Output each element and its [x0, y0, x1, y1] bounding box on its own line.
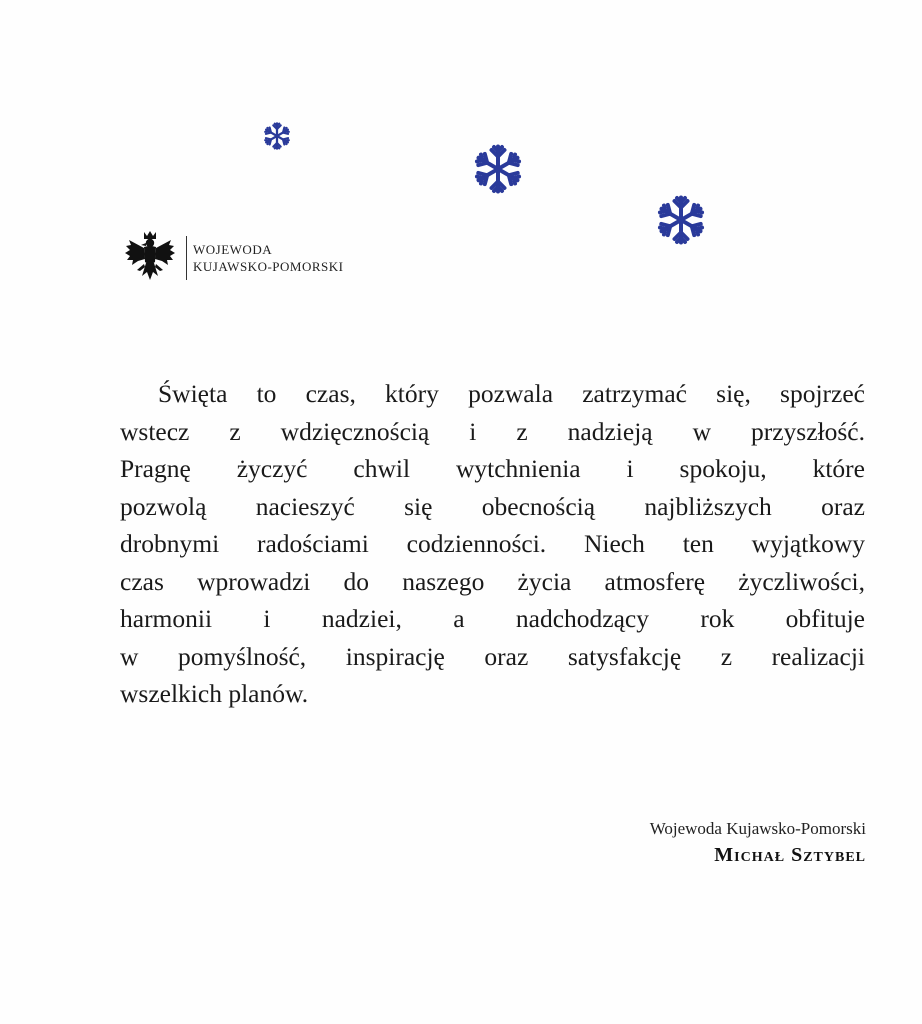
greeting-message: [120, 375, 865, 713]
signature-title: Wojewoda Kujawsko-Pomorski: [649, 819, 866, 838]
message-line: Święta to czas, który pozwala zatrzymać się, spojrzeć: [158, 379, 865, 408]
message-line: w pomyślność, inspirację oraz satysfakcję z realizacji: [120, 641, 865, 671]
office-header: [124, 228, 343, 288]
message-line: Pragnę życzyć chwil wytchnienia i spokoju, które: [120, 454, 865, 483]
office-title: [193, 241, 343, 275]
snowflake-icon: [473, 142, 523, 196]
office-title-line2: KUJAWSKO-POMORSKI: [193, 259, 344, 274]
message-line: drobnymi radościami codzienności. Niech ten wyjątkowy: [120, 529, 865, 558]
message-line: czas wprowadzi do naszego życia atmosferę życzliwości,: [120, 566, 865, 596]
office-title-line1: WOJEWODA: [193, 242, 273, 257]
message-line: wszelkich planów.: [120, 679, 309, 708]
snowflake-icon: [263, 122, 291, 150]
snowflake-icon: [656, 193, 706, 247]
message-line: pozwolą nacieszyć się obecnością najbliższych oraz: [120, 491, 865, 521]
message-line: wstecz z wdzięcznością i z nadzieją w przyszłość.: [120, 416, 865, 446]
signature-block: [650, 817, 866, 869]
signature-name: Michał Sztybel: [714, 844, 866, 866]
header-divider: [186, 236, 187, 280]
message-line: harmonii i nadziei, a nadchodzący rok obfituje: [120, 604, 865, 633]
eagle-emblem-icon: [124, 228, 176, 288]
